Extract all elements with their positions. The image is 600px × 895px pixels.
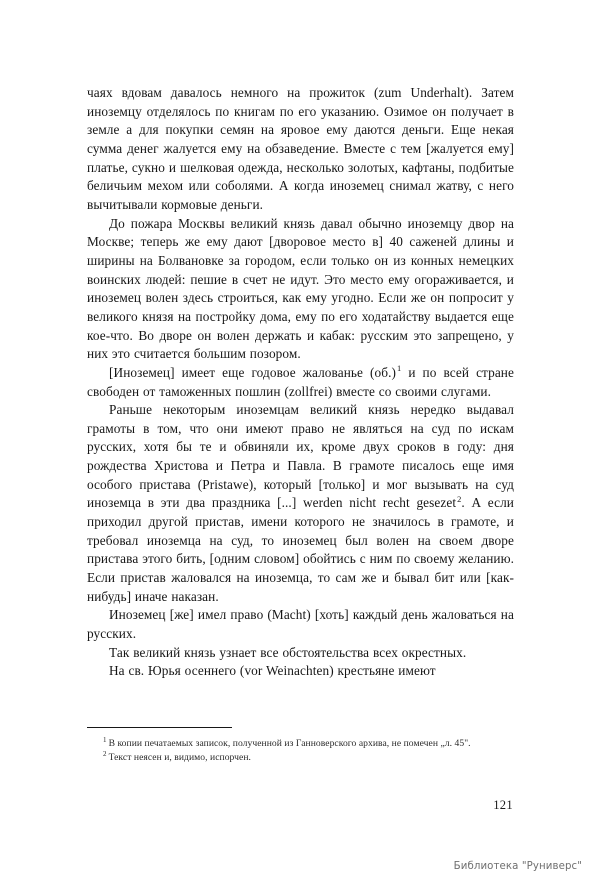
footnote-marker-1[interactable]: 1 <box>397 364 402 374</box>
footnote-marker-2[interactable]: 2 <box>457 495 462 505</box>
footnote-1-marker: 1 <box>103 735 107 744</box>
footnote-area <box>87 737 514 765</box>
paragraph-4-text-before-footnote: Раньше некоторым иноземцам великий князь нередко выдавал грамоты в том, что они имеют право не являться на суд по искам русских, хотя бы те и обвиняли их, кроме двух сроков в году: дня рождества Христова и Петра и Павла. В грамоте писалось еще имя особого пристава (Pristawe), который [только] и мог вызывать на суд иноземца в эти два праздника [...] werden nicht recht gesezet <box>87 402 514 511</box>
page-number: 121 <box>493 798 513 812</box>
paragraph-4 <box>87 401 514 606</box>
footnote-2 <box>87 751 514 765</box>
footnote-1-text: В копии печатаемых записок, полученной из Ганноверского архива, не помечен „л. 45". <box>108 738 471 749</box>
paragraph-7: На св. Юрья осеннего (vor Weinachten) крестьяне имеют <box>109 663 436 679</box>
footnote-2-marker: 2 <box>103 750 107 759</box>
library-watermark: Библиотека "Руниверс" <box>453 861 582 872</box>
footnote-2-text: Текст неясен и, видимо, испорчен. <box>108 752 251 764</box>
paragraph-6: Так великий князь узнает все обстоятельства всех окрестных. <box>109 644 467 660</box>
footnote-separator-rule <box>87 727 232 728</box>
paragraph-3-text-after-footnote: и по всей стране свободен от таможенных пошлин (zollfrei) вместе со своими слугами. <box>87 364 514 399</box>
main-text-column <box>87 84 514 681</box>
paragraph-2: До пожара Москвы великий князь давал обычно иноземцу двор на Москве; теперь же ему дают [дворовое место в] 40 саженей длины и ширины на Болвановке за городом, если только он из конных немецких воинских людей: пешие в счет не идут. Это место ему огораживается, и иноземец волен здесь строиться, как ему угодно. Если же он попросит у великого князя на постройку дома, ему по его ходатайству выдается еще кое-что. Во дворе он волен держать и кабак: русским это запрещено, у них это считается большим позором. <box>87 215 514 362</box>
paragraph-3 <box>87 364 514 401</box>
paragraph-5: Иноземец [же] имел право (Macht) [хоть] каждый день жаловаться на русских. <box>87 607 514 642</box>
paragraph-3-text-before-footnote: [Иноземец] имеет еще годовое жалованье (об.) <box>109 364 397 380</box>
paragraph-4-text-after-footnote: . А если приходил другой пристав, имени которого не значилось в грамоте, и требовал иноземца на суд, то иноземец был волен на своем дворе пристава этого бить, [одним словом] обойтись с ним по своему желанию. Если пристав жаловался на иноземца, то сам же и бывал бит или [как-нибудь] иначе наказан. <box>87 495 514 604</box>
footnote-1 <box>87 737 514 751</box>
paragraph-1: чаях вдовам давалось немного на прожиток (zum Underhalt). Затем иноземцу отделялось по книгам по его указанию. Озимое он получает в земле а для покупки семян на яровое ему даются деньги. Еще некая сумма денег жалуется ему на обзаведение. Вместе с тем [жалуется ему] платье, сукно и шелковая одежда, несколько золотых, кафтаны, подбитые беличьим мехом или соболями. А когда иноземец снимал жатву, с него вычитывали кормовые деньги. <box>87 85 514 212</box>
